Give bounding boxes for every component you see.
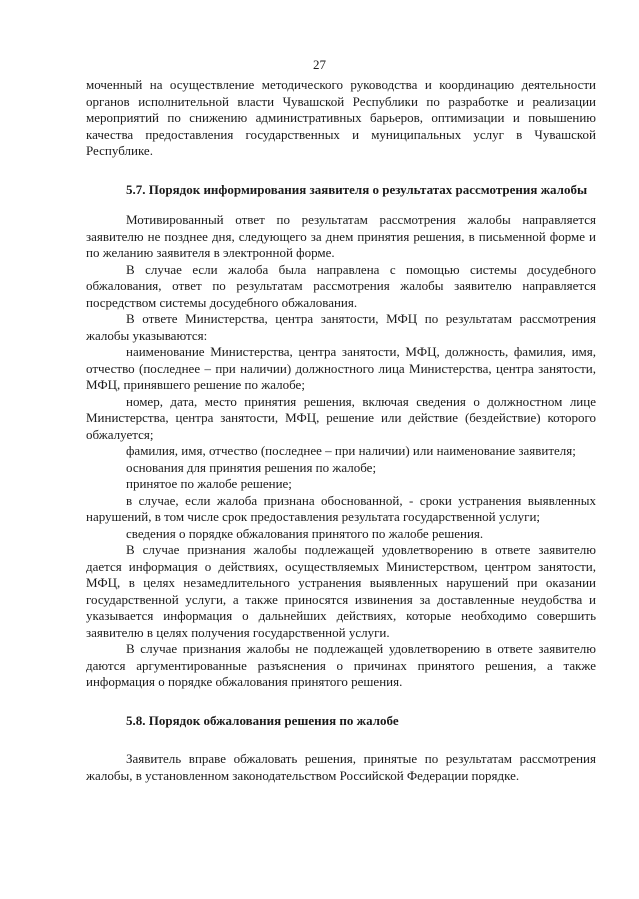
section-5-7-heading: 5.7. Порядок информирования заявителя о результатах рассмотрения жалобы — [126, 181, 588, 197]
list-item: основания для принятия решения по жалобе; — [126, 459, 377, 475]
paragraph: В случае признания жалобы не подлежащей удовлетворению в ответе заявителю даются аргументированные разъяснения о причинах принятого решения, а также информация о порядке обжалования принятого решения. — [86, 641, 596, 689]
list-item: сведения о порядке обжалования принятого по жалобе решения. — [126, 525, 484, 541]
section-5-7-body — [86, 212, 596, 691]
intro-paragraph: моченный на осуществление методического руководства и координацию деятельности органов исполнительной власти Чувашской Республики по разработке и реализации мероприятий по снижению административных барьеров, оптимизации и повышению качества предоставления государственных и муниципальных услуг в Чувашской Республике. — [86, 77, 596, 158]
paragraph: В случае признания жалобы подлежащей удовлетворению в ответе заявителю дается информация о действиях, осуществляемых Министерством, центром занятости, МФЦ, в целях незамедлительного устранения выявленных нарушений при оказании государственной услуги, а также приносятся извинения за доставленные неудобства и указывается информация о дальнейших действиях, которые необходимо совершить заявителю в целях получения государственной услуги. — [86, 542, 596, 640]
list-item: наименование Министерства, центра занятости, МФЦ, должность, фамилия, имя, отчество (последнее – при наличии) должностного лица Министерства, центра занятости, МФЦ, принявшего решение по жалобе; — [86, 344, 596, 392]
list-item: фамилия, имя, отчество (последнее – при наличии) или наименование заявителя; — [126, 443, 576, 458]
list-item: принятое по жалобе решение; — [126, 476, 292, 491]
page-number: 27 — [313, 57, 326, 72]
list-item: в случае, если жалоба признана обоснованной, - сроки устранения выявленных нарушений, в том числе срок предоставления результата государственной услуги; — [86, 492, 596, 524]
paragraph: В случае если жалоба была направлена с помощью системы досудебного обжалования, ответ по результатам рассмотрения жалобы заявителю направляется посредством системы досудебного обжалования. — [86, 261, 596, 310]
section-5-8-heading: 5.8. Порядок обжалования решения по жалобе — [126, 712, 399, 728]
paragraph: Мотивированный ответ по результатам рассмотрения жалобы направляется заявителю не позднее дня, следующего за днем принятия решения, в письменной форме и по желанию заявителя в электронной форме. — [86, 212, 596, 260]
paragraph: Заявитель вправе обжаловать решения, принятые по результатам рассмотрения жалобы, в установленном законодательством Российской Федерации порядке. — [86, 751, 596, 783]
document-body — [86, 77, 596, 784]
list-item: номер, дата, место принятия решения, включая сведения о должностном лице Министерства, центра занятости, МФЦ, решение или действие (бездействие) которого обжалуется; — [86, 393, 596, 442]
paragraph: В ответе Министерства, центра занятости, МФЦ по результатам рассмотрения жалобы указываются: — [86, 311, 596, 343]
section-5-8-body — [86, 751, 596, 784]
